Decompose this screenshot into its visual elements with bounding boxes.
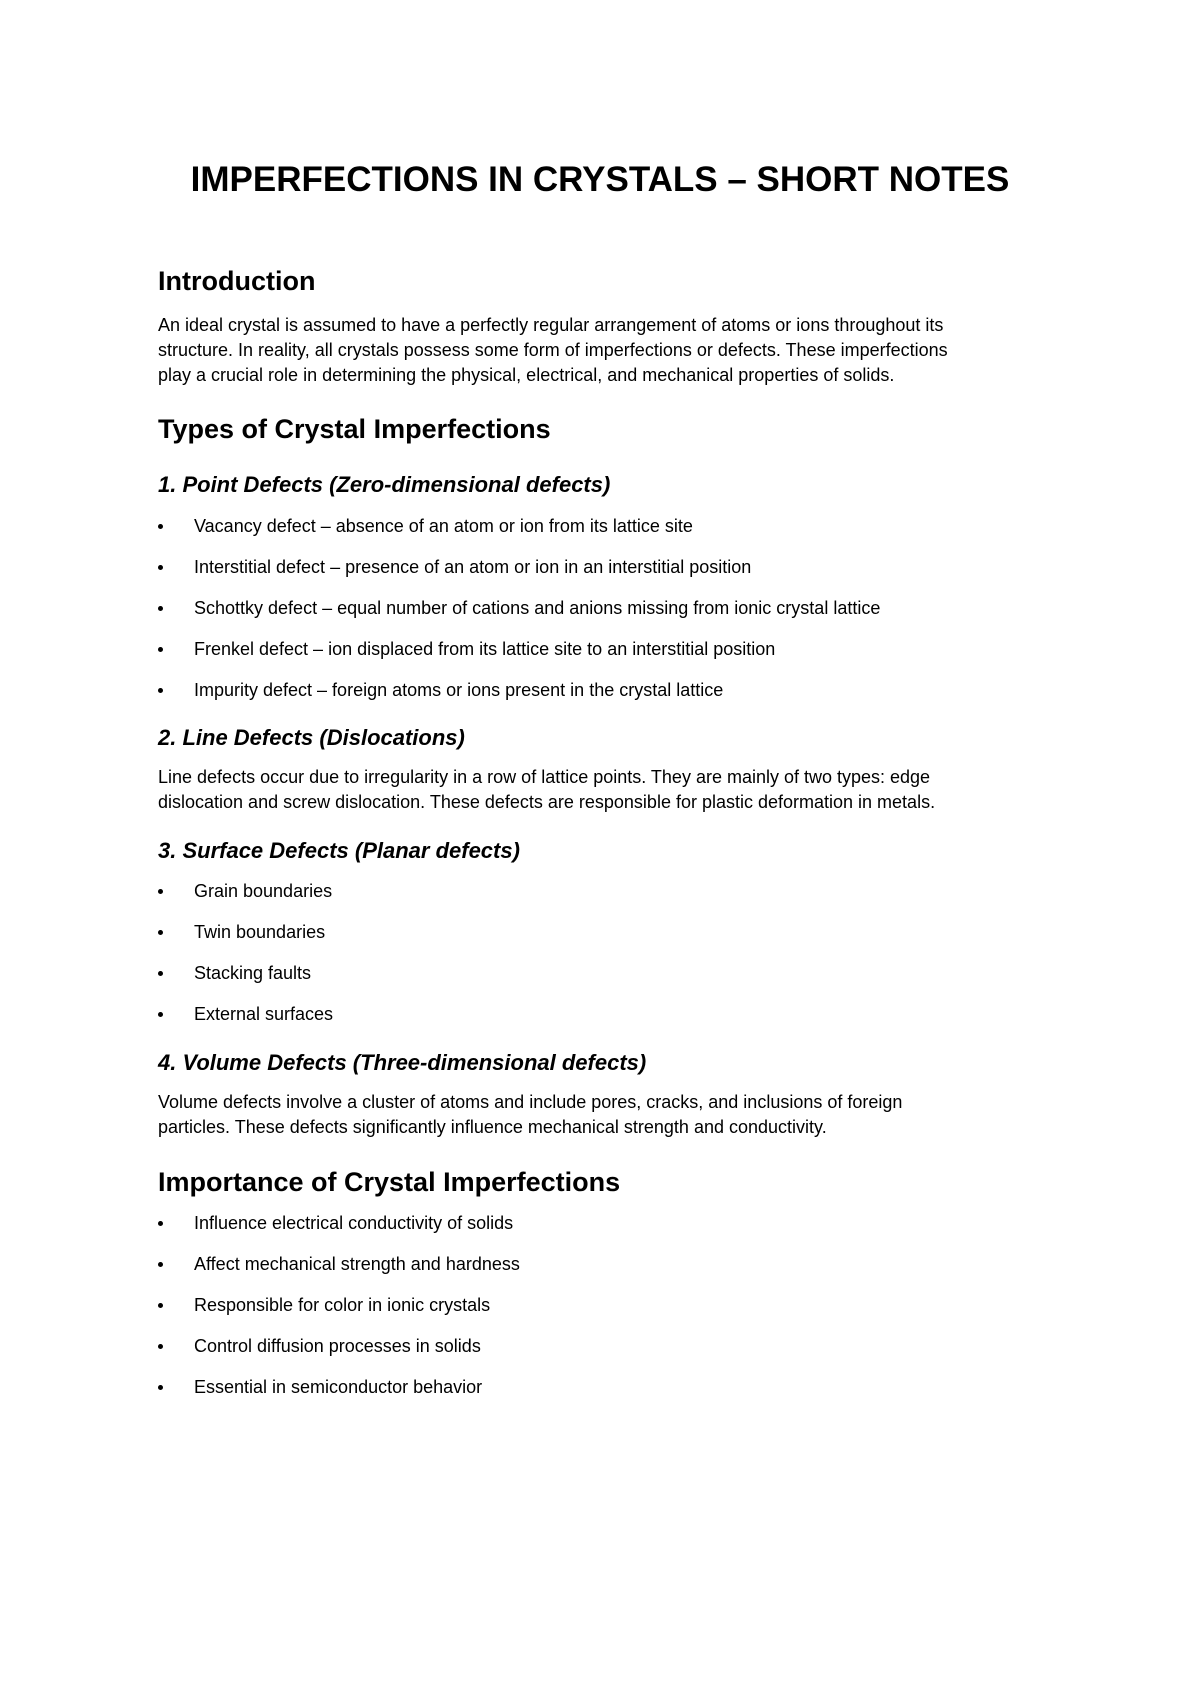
bullet-icon (158, 1344, 163, 1349)
line-defects-heading: 2. Line Defects (Dislocations) (158, 725, 465, 750)
list-item-text: Responsible for color in ionic crystals (194, 1295, 491, 1315)
list-item-text: Schottky defect – equal number of cations and anions missing from ionic crystal lattice (194, 598, 881, 618)
bullet-icon (158, 524, 163, 529)
list-item-text: Interstitial defect – presence of an atom or ion in an interstitial position (194, 557, 752, 577)
volume-defects-heading: 4. Volume Defects (Three-dimensional defects) (158, 1050, 647, 1075)
paragraph-line: Line defects occur due to irregularity in a row of lattice points. They are mainly of two types: edge (158, 767, 931, 787)
introduction-paragraph (158, 313, 1058, 388)
bullet-icon (158, 1385, 163, 1390)
bullet-icon (158, 971, 163, 976)
volume-defects-paragraph (158, 1090, 1058, 1140)
document-title: IMPERFECTIONS IN CRYSTALS – SHORT NOTES (190, 160, 1010, 199)
bullet-icon (158, 606, 163, 611)
list-item-text: Frenkel defect – ion displaced from its lattice site to an interstitial position (194, 639, 776, 659)
list-item-text: Vacancy defect – absence of an atom or ion from its lattice site (194, 516, 693, 536)
list-item-text: Affect mechanical strength and hardness (194, 1254, 520, 1274)
bullet-icon (158, 647, 163, 652)
bullet-icon (158, 565, 163, 570)
paragraph-line: structure. In reality, all crystals possess some form of imperfections or defects. These imperfections (158, 340, 948, 360)
bullet-icon (158, 930, 163, 935)
introduction-heading: Introduction (158, 266, 316, 296)
bullet-icon (158, 1221, 163, 1226)
importance-heading: Importance of Crystal Imperfections (158, 1167, 621, 1197)
bullet-icon (158, 1262, 163, 1267)
surface-defects-heading: 3. Surface Defects (Planar defects) (158, 838, 520, 863)
paragraph-line: Volume defects involve a cluster of atoms and include pores, cracks, and inclusions of foreign (158, 1092, 903, 1112)
list-item-text: External surfaces (194, 1004, 334, 1024)
point-defects-heading: 1. Point Defects (Zero-dimensional defects) (158, 472, 611, 497)
bullet-icon (158, 1303, 163, 1308)
list-item-text: Influence electrical conductivity of solids (194, 1213, 514, 1233)
paragraph-line: play a crucial role in determining the physical, electrical, and mechanical properties of solids. (158, 365, 895, 385)
bullet-icon (158, 1012, 163, 1017)
paragraph-line: particles. These defects significantly influence mechanical strength and conductivity. (158, 1117, 827, 1137)
list-item-text: Control diffusion processes in solids (194, 1336, 481, 1356)
line-defects-paragraph (158, 765, 1058, 815)
paragraph-line: An ideal crystal is assumed to have a perfectly regular arrangement of atoms or ions throughout its (158, 315, 944, 335)
paragraph-line: dislocation and screw dislocation. These defects are responsible for plastic deformation in metals. (158, 792, 936, 812)
list-item-text: Impurity defect – foreign atoms or ions present in the crystal lattice (194, 680, 724, 700)
list-item-text: Essential in semiconductor behavior (194, 1377, 483, 1397)
list-item-text: Grain boundaries (194, 881, 333, 901)
list-item-text: Stacking faults (194, 963, 312, 983)
list-item-text: Twin boundaries (194, 922, 326, 942)
bullet-icon (158, 889, 163, 894)
types-heading: Types of Crystal Imperfections (158, 414, 551, 444)
bullet-icon (158, 688, 163, 693)
